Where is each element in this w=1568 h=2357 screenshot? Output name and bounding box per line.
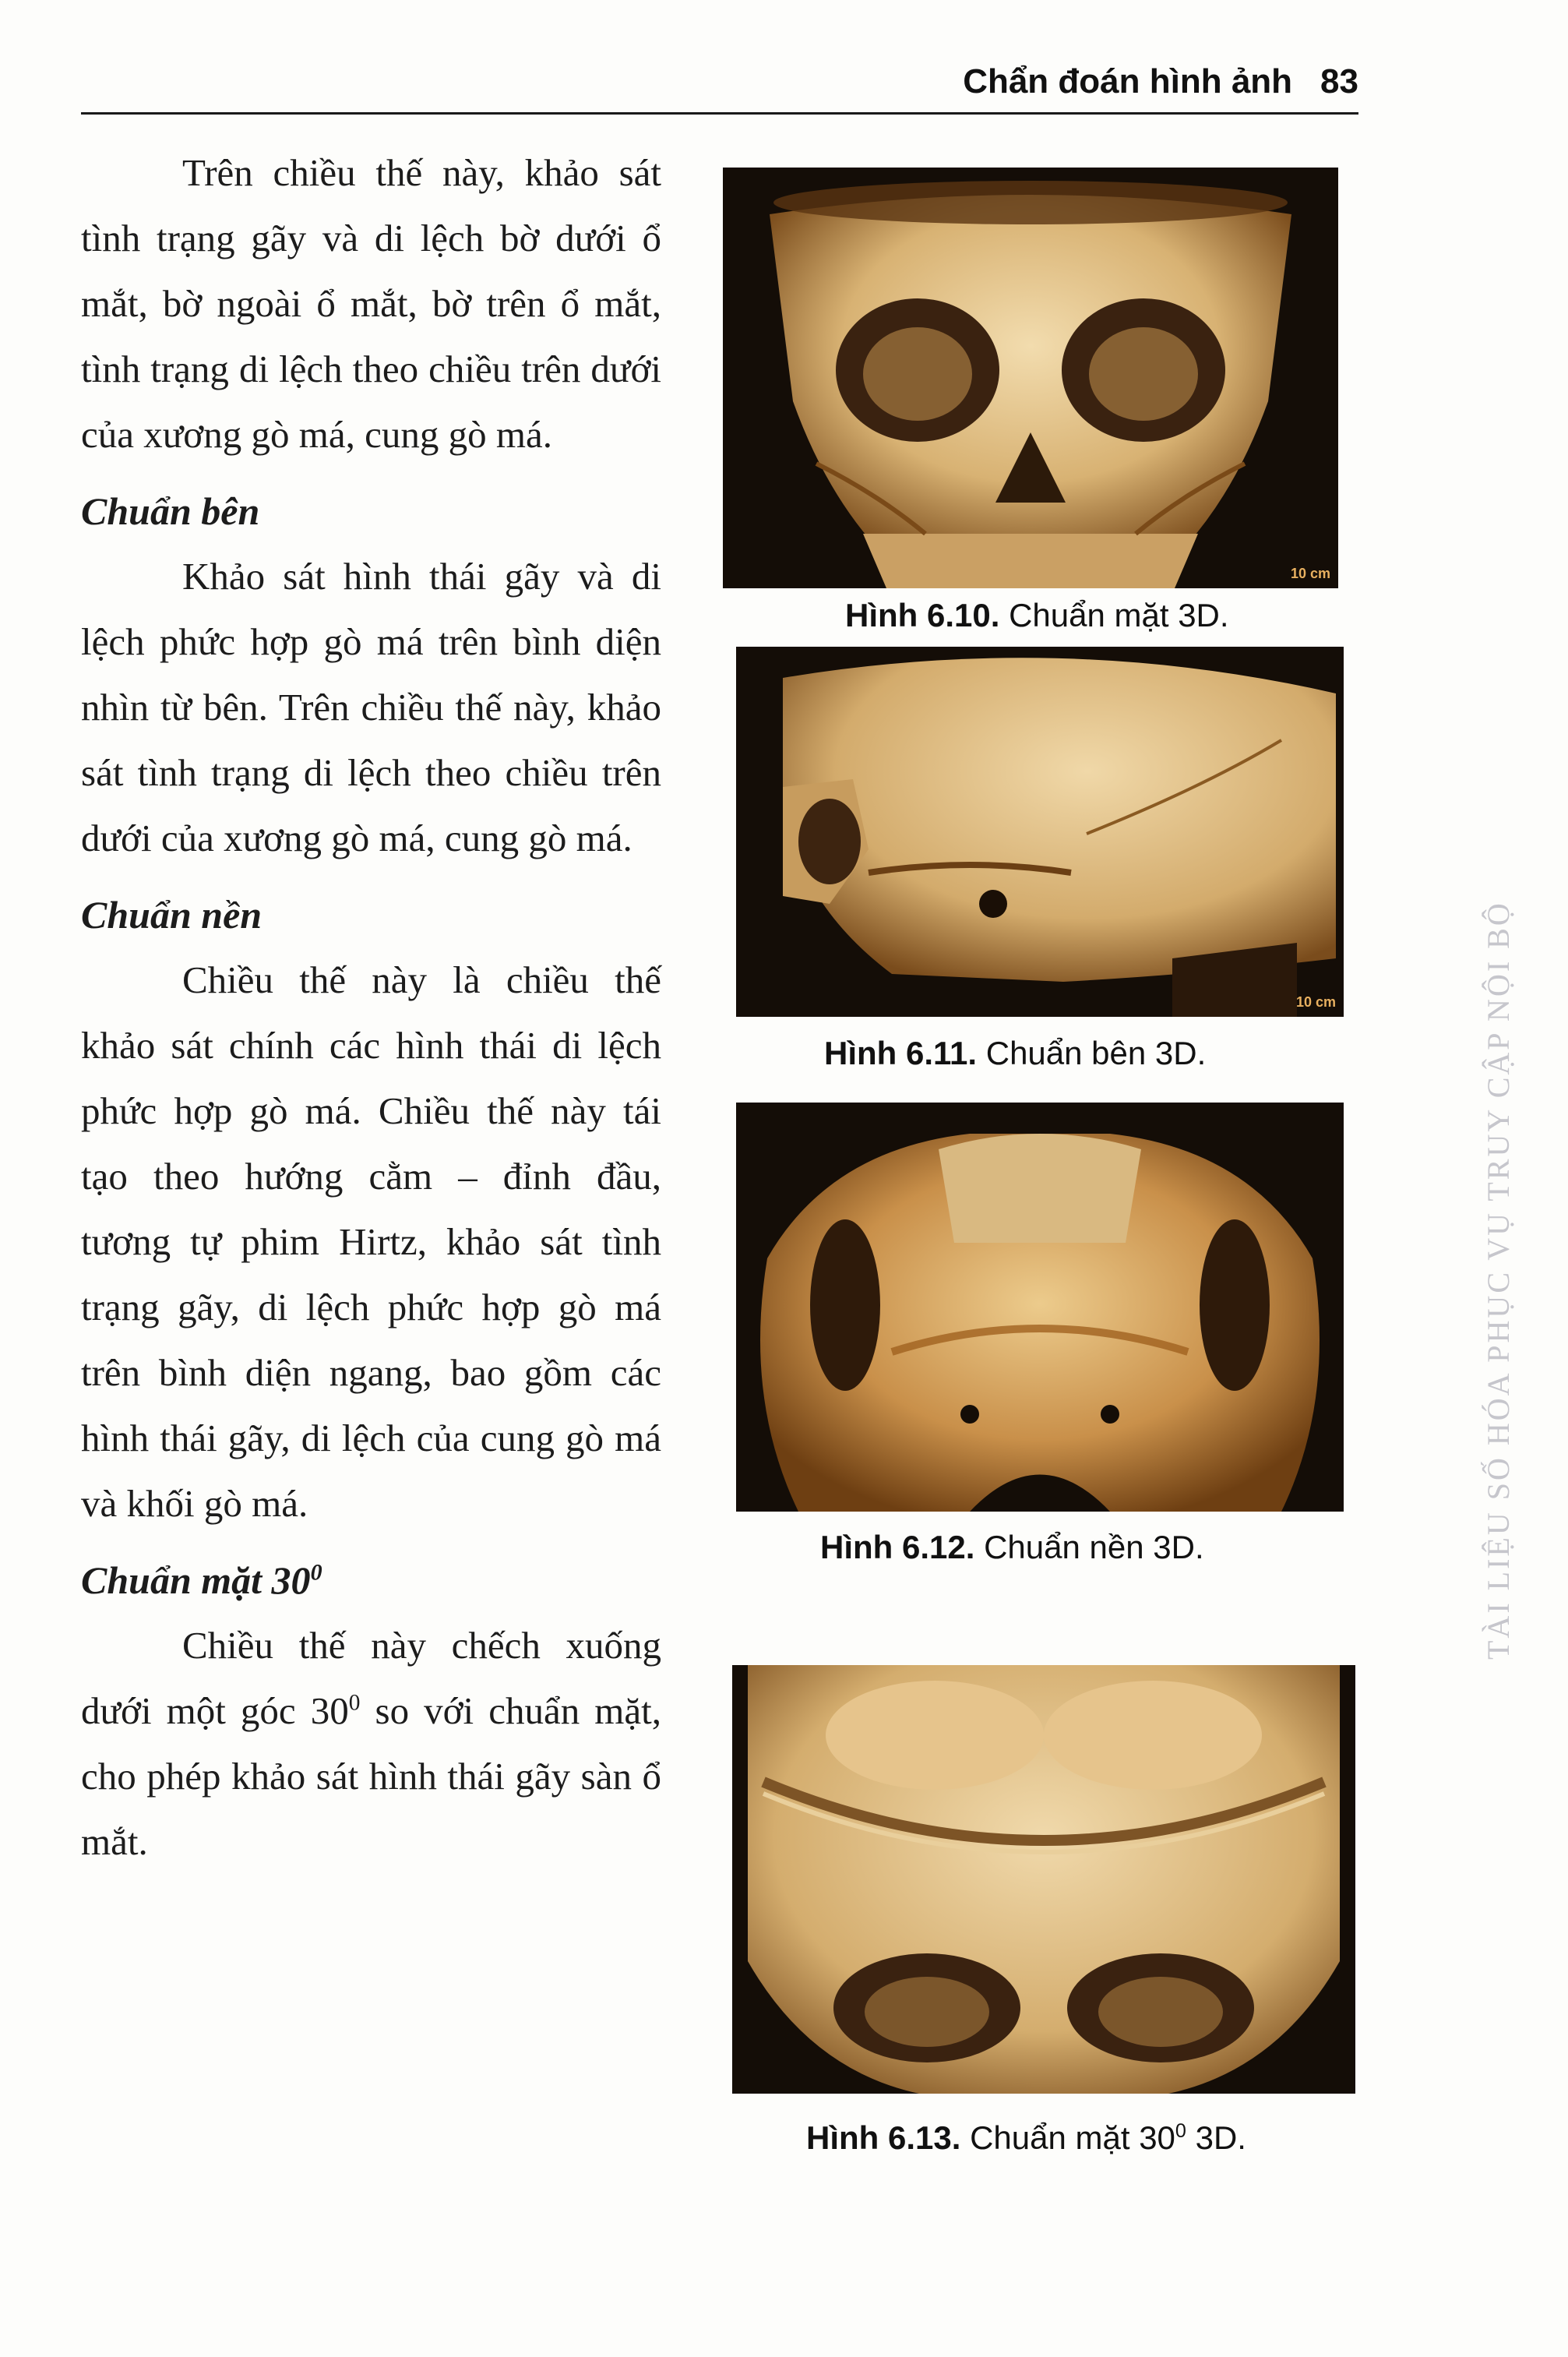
figure-6-13-skull-frontal-30 [732, 1665, 1355, 2094]
header-text [963, 62, 1358, 101]
skull-base-illustration [736, 1103, 1344, 1512]
figure-6-10-skull-frontal [723, 168, 1338, 588]
paragraph-degree-sup: 0 [348, 1690, 361, 1716]
caption-label: Hình 6.12. [820, 1529, 975, 1565]
skull-lateral-illustration [736, 647, 1344, 1017]
caption-label: Hình 6.13. [806, 2119, 961, 2156]
heading-degree-sup: 0 [310, 1559, 322, 1586]
caption-label: Hình 6.10. [845, 597, 1000, 633]
skull-frontal-30-illustration [732, 1665, 1355, 2094]
paragraph-frontal-30-b: so với chuẩn mặt, cho phép khảo sát hình thái gãy sàn ổ mắt. [81, 1689, 661, 1863]
heading-frontal-30-text: Chuẩn mặt 30 [81, 1558, 311, 1602]
caption-text-a: Chuẩn mặt 30 [960, 2119, 1175, 2156]
figure-6-11-skull-lateral [736, 647, 1344, 1017]
caption-text-b: 3D. [1186, 2119, 1246, 2156]
caption-6-13 [806, 2119, 1246, 2157]
vertical-watermark: TÀI LIỆU SỐ HÓA PHỤC VỤ TRUY CẬP NỘI BỘ [1481, 901, 1516, 1660]
caption-text: Chuẩn bên 3D. [977, 1035, 1207, 1071]
scale-label: 10 cm [1290, 566, 1330, 581]
caption-text: Chuẩn mặt 3D. [999, 597, 1229, 633]
heading-lateral: Chuẩn bên [81, 489, 260, 533]
paragraph-frontal-30 [81, 1613, 661, 1875]
paragraph-lateral: Khảo sát hình thái gãy và di lệch phức hợp gò má trên bình diện nhìn từ bên. Trên chiều thế này, khảo sát tình trạng di lệch theo chiều trên dưới của xương gò má, cung gò má. [81, 555, 661, 859]
body-text-column [81, 140, 661, 1875]
caption-text: Chuẩn nền 3D. [974, 1529, 1204, 1565]
scale-label: 10 cm [1295, 994, 1336, 1010]
skull-frontal-illustration [723, 168, 1338, 588]
caption-degree-sup: 0 [1175, 2120, 1186, 2142]
running-header [81, 56, 1358, 115]
heading-base: Chuẩn nền [81, 893, 263, 937]
header-title: Chẩn đoán hình ảnh [963, 62, 1293, 101]
paragraph-frontal: Trên chiều thế này, khảo sát tình trạng gãy và di lệch bờ dưới ổ mắt, bờ ngoài ổ mắt, bờ trên ổ mắt, tình trạng di lệch theo chiều trên dưới của xương gò má, cung gò má. [81, 151, 661, 456]
figure-6-12-skull-base [736, 1103, 1344, 1512]
caption-6-10 [845, 597, 1229, 634]
caption-6-12 [820, 1529, 1204, 1566]
paragraph-frontal-30-a: Chiều thế này chếch xuống dưới một góc 30 [81, 1624, 661, 1732]
caption-6-11 [824, 1035, 1206, 1072]
caption-label: Hình 6.11. [824, 1035, 978, 1071]
paragraph-base: Chiều thế này là chiều thế khảo sát chính các hình thái di lệch phức hợp gò má. Chiều thế này tái tạo theo hướng cằm – đỉnh đầu, tương tự phim Hirtz, khảo sát tình trạng gãy, di lệch phức hợp gò má trên bình diện ngang, bao gồm các hình thái gãy, di lệch của cung gò má và khối gò má. [81, 958, 661, 1525]
page-number: 83 [1320, 62, 1358, 101]
heading-frontal-30 [81, 1547, 661, 1613]
